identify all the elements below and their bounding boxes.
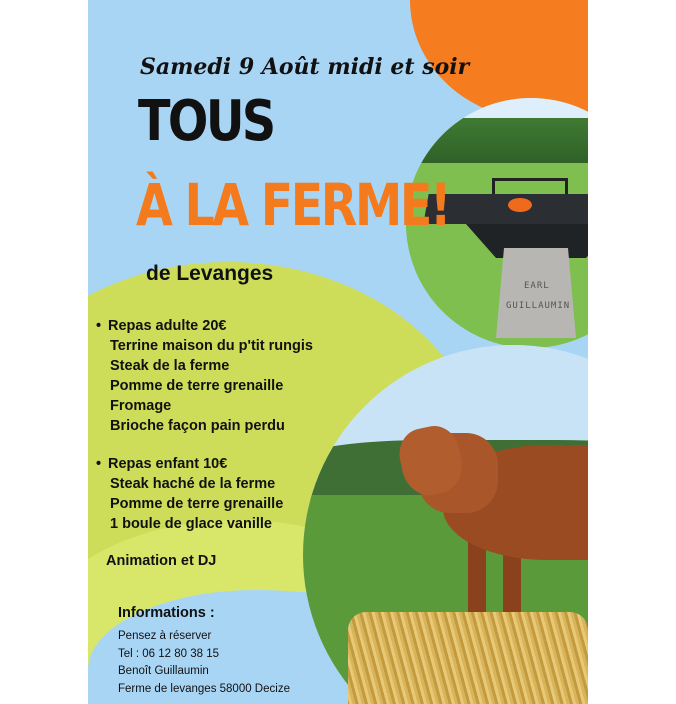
menu-item: Steak de la ferme	[110, 358, 230, 374]
engraving-line-2: GUILLAUMIN	[506, 301, 571, 311]
info-title: Informations :	[118, 605, 215, 621]
child-menu-title: • Repas enfant 10€	[96, 456, 228, 472]
bullet-icon: •	[96, 318, 102, 334]
menu-item: 1 boule de glace vanille	[110, 516, 272, 532]
info-block	[118, 628, 290, 698]
event-date: Samedi 9 Août midi et soir	[140, 54, 470, 80]
straw-bale	[348, 612, 588, 704]
location-subtitle: de Levanges	[146, 262, 274, 285]
info-phone: Tel : 06 12 80 38 15	[118, 647, 220, 660]
grill-stand	[496, 248, 576, 338]
bullet-icon: •	[96, 456, 102, 472]
engraving-line-1: EARL	[524, 281, 550, 291]
adult-menu-title: • Repas adulte 20€	[96, 318, 227, 334]
headline-a-la-ferme: À LA FERME!	[136, 171, 450, 239]
info-line: Pensez à réserver	[118, 630, 212, 642]
info-address: Ferme de levanges 58000 Decize	[118, 682, 290, 695]
event-poster	[88, 0, 588, 704]
menu-item: Pomme de terre grenaille	[110, 378, 284, 394]
menu-item: Steak haché de la ferme	[110, 476, 276, 492]
menu-item: Pomme de terre grenaille	[110, 496, 284, 512]
menu-item: Terrine maison du p'tit rungis	[110, 338, 313, 354]
menu-item: Brioche façon pain perdu	[110, 418, 285, 434]
entertainment-text: Animation et DJ	[106, 553, 217, 569]
orange-cloth	[508, 198, 532, 212]
info-contact-name: Benoît Guillaumin	[118, 665, 209, 677]
menu-list	[96, 316, 426, 534]
menu-item: Fromage	[110, 398, 172, 414]
headline-tous: TOUS	[138, 89, 274, 154]
